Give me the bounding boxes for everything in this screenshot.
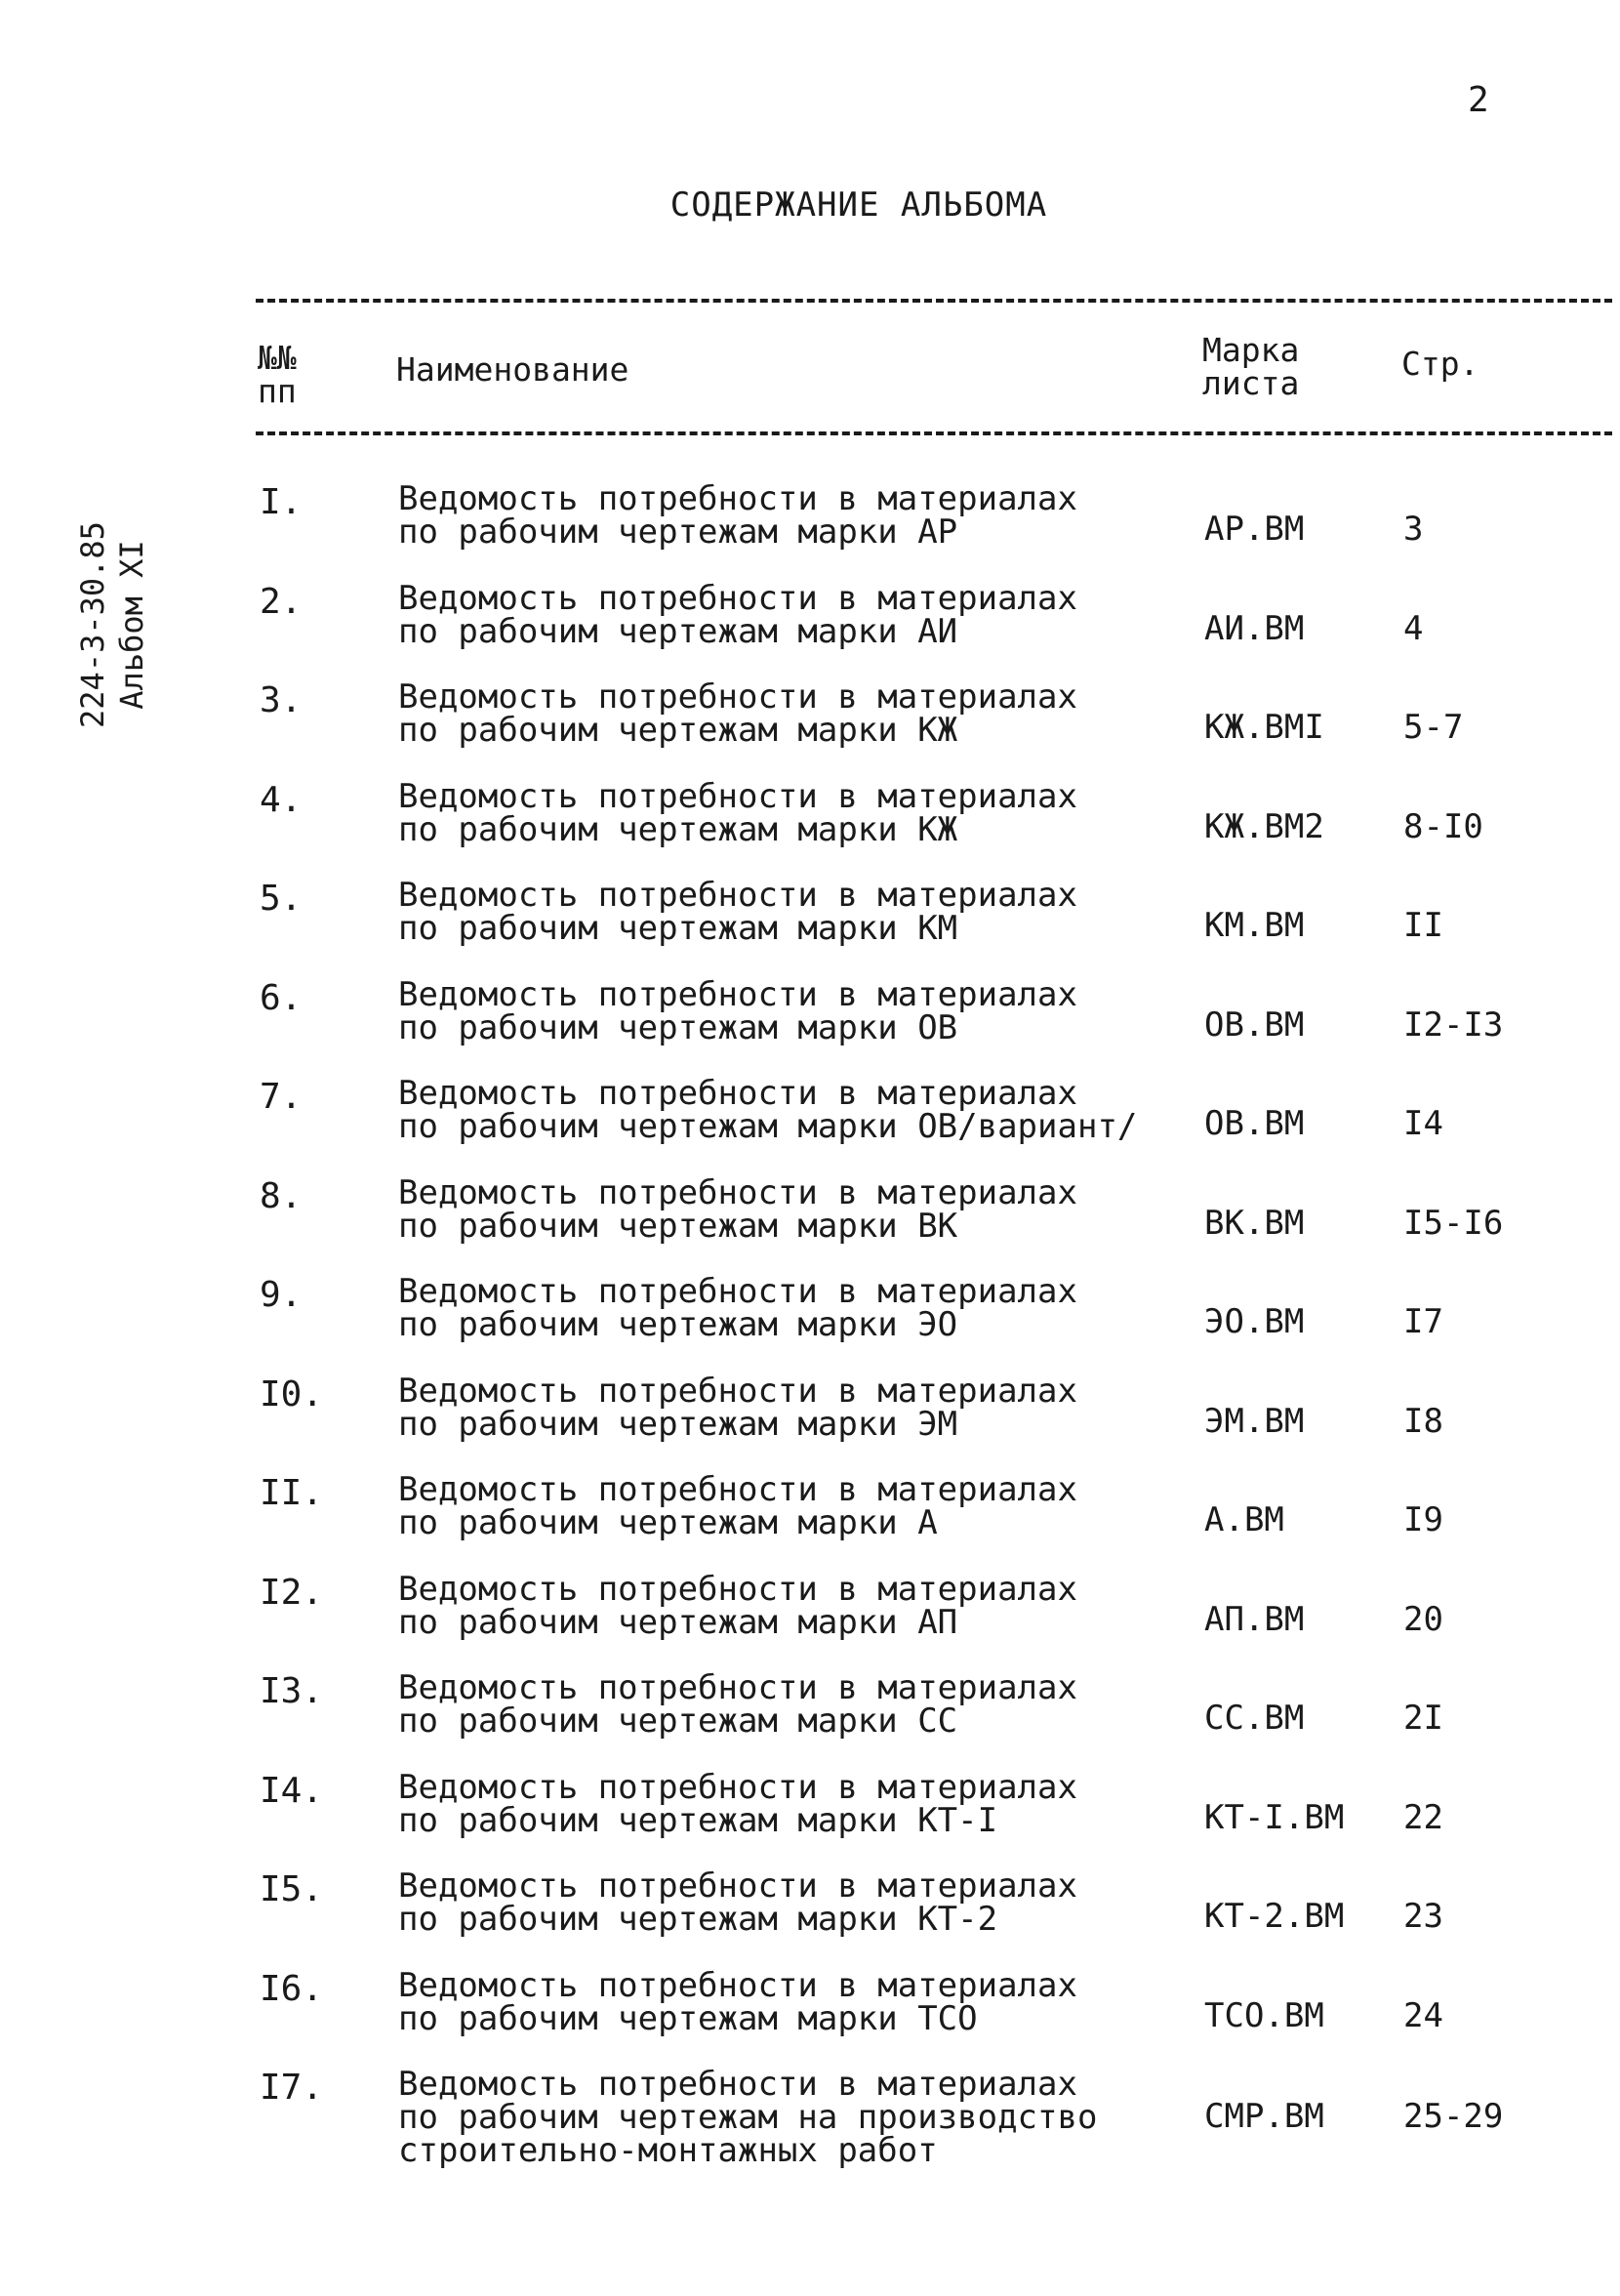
row-number: 5. [260, 879, 303, 919]
row-title-line1: Ведомость потребности в материалах [398, 1668, 1077, 1707]
row-page: 24 [1403, 1996, 1443, 2035]
row-page: I9 [1403, 1500, 1443, 1539]
row-title-line1: Ведомость потребности в материалах [398, 975, 1077, 1014]
row-number: II. [260, 1473, 324, 1513]
row-title-line2: по рабочим чертежам марки КЖ [398, 810, 958, 849]
row-sheet-mark: ОВ.ВМ [1204, 1104, 1305, 1143]
row-title-line2: по рабочим чертежам марки СС [398, 1702, 958, 1741]
row-sheet-mark: ЭО.ВМ [1204, 1302, 1305, 1341]
row-sheet-mark: КЖ.ВМ2 [1204, 807, 1324, 846]
column-header-sheet-mark: Марка листа [1202, 331, 1300, 402]
row-page: 3 [1403, 510, 1424, 549]
row-page: 2I [1403, 1699, 1443, 1738]
page-title: СОДЕРЖАНИЕ АЛЬБОМА [669, 185, 1048, 225]
row-number: I. [260, 482, 303, 522]
row-title-line2: по рабочим чертежам марки ТСО [398, 1999, 978, 2038]
row-title-line1: Ведомость потребности в материалах [398, 1470, 1077, 1509]
row-number: I5. [260, 1869, 324, 1909]
row-sheet-mark: ВК.ВМ [1204, 1204, 1305, 1243]
row-page: I4 [1403, 1104, 1443, 1143]
row-title [398, 1470, 1179, 1542]
row-title-line2: по рабочим чертежам марки КТ-2 [398, 1900, 998, 1939]
row-title-line1: Ведомость потребности в материалах [398, 1272, 1077, 1311]
row-title [398, 579, 1179, 651]
row-page: 25-29 [1403, 2097, 1504, 2136]
row-title-line1: Ведомость потребности в материалах [398, 579, 1077, 618]
column-header-page: Стр. [1401, 345, 1479, 383]
row-title-line1: Ведомость потребности в материалах [398, 876, 1077, 915]
row-title [398, 1866, 1179, 1939]
row-title-line1: Ведомость потребности в материалах [398, 677, 1077, 717]
header-top-divider [256, 299, 1612, 303]
row-title [398, 777, 1179, 849]
row-title-line2: по рабочим чертежам марки ЭМ [398, 1405, 958, 1444]
row-title-line2: по рабочим чертежам марки КТ-I [398, 1801, 998, 1840]
row-title-line1: Ведомость потребности в материалах [398, 1768, 1077, 1807]
row-title-line1: Ведомость потребности в материалах [398, 1966, 1077, 2005]
row-number: 7. [260, 1077, 303, 1117]
row-title-line2: по рабочим чертежам марки КМ [398, 909, 958, 948]
row-number: I2. [260, 1573, 324, 1613]
row-title [398, 1966, 1179, 2038]
row-title-line1: Ведомость потребности в материалах [398, 1570, 1077, 1609]
row-title-line2: по рабочим чертежам марки ОВ [398, 1008, 958, 1047]
row-title-line2: по рабочим чертежам марки АП [398, 1603, 958, 1642]
row-title-line1: Ведомость потребности в материалах [398, 777, 1077, 816]
row-title-line2: по рабочим чертежам марки КЖ [398, 711, 958, 750]
row-number: 2. [260, 582, 303, 622]
row-title-line1: Ведомость потребности в материалах [398, 1173, 1077, 1212]
row-page: I7 [1403, 1302, 1443, 1341]
row-page: 5-7 [1403, 708, 1464, 747]
row-title [398, 1570, 1179, 1642]
side-code-album: Альбом XI [113, 540, 150, 710]
row-title-line2: по рабочим чертежам на производство [398, 2098, 1098, 2137]
row-title-line2: по рабочим чертежам марки ВК [398, 1207, 958, 1246]
row-sheet-mark: АП.ВМ [1204, 1600, 1305, 1639]
row-title-line3: строительно-монтажных работ [398, 2131, 938, 2170]
row-title [398, 1272, 1179, 1344]
row-sheet-mark: КЖ.ВМI [1204, 708, 1324, 747]
side-document-code [73, 478, 161, 771]
row-title [398, 1074, 1179, 1146]
header-bottom-divider [256, 431, 1612, 435]
row-title [398, 1372, 1179, 1444]
row-number: I4. [260, 1771, 324, 1811]
row-page: 22 [1403, 1798, 1443, 1837]
row-sheet-mark: АР.ВМ [1204, 510, 1305, 549]
row-number: 6. [260, 978, 303, 1018]
row-sheet-mark: АИ.ВМ [1204, 609, 1305, 648]
row-sheet-mark: КТ-I.ВМ [1204, 1798, 1345, 1837]
row-sheet-mark: КМ.ВМ [1204, 906, 1305, 945]
row-sheet-mark: ТСО.ВМ [1204, 1996, 1324, 2035]
row-title [398, 1768, 1179, 1840]
row-sheet-mark: СС.ВМ [1204, 1699, 1305, 1738]
row-number: 8. [260, 1176, 303, 1216]
row-title [398, 2065, 1179, 2170]
row-page: I2-I3 [1403, 1005, 1504, 1045]
row-title [398, 975, 1179, 1047]
row-number: I7. [260, 2068, 324, 2108]
row-title-line2: по рабочим чертежам марки АР [398, 512, 958, 552]
row-number: I0. [260, 1374, 324, 1414]
row-title-line2: по рабочим чертежам марки ОВ/вариант/ [398, 1107, 1138, 1146]
row-title-line1: Ведомость потребности в материалах [398, 2065, 1077, 2104]
row-title-line1: Ведомость потребности в материалах [398, 479, 1077, 518]
row-title [398, 876, 1179, 948]
row-number: 4. [260, 780, 303, 820]
row-title-line2: по рабочим чертежам марки А [398, 1503, 938, 1542]
row-page: II [1403, 906, 1443, 945]
column-header-name: Наименование [396, 350, 629, 389]
row-title [398, 1173, 1179, 1246]
row-number: 3. [260, 680, 303, 720]
row-title [398, 677, 1179, 750]
row-title [398, 1668, 1179, 1741]
row-title-line2: по рабочим чертежам марки ЭО [398, 1305, 958, 1344]
row-number: 9. [260, 1275, 303, 1315]
row-page: I8 [1403, 1402, 1443, 1441]
row-number: I6. [260, 1969, 324, 2009]
row-sheet-mark: СМР.ВМ [1204, 2097, 1324, 2136]
row-sheet-mark: КТ-2.ВМ [1204, 1897, 1345, 1936]
row-title-line1: Ведомость потребности в материалах [398, 1866, 1077, 1906]
side-code-number: 224-3-30.85 [74, 521, 111, 728]
row-sheet-mark: ОВ.ВМ [1204, 1005, 1305, 1045]
row-title-line1: Ведомость потребности в материалах [398, 1074, 1077, 1113]
row-title-line1: Ведомость потребности в материалах [398, 1372, 1077, 1411]
row-number: I3. [260, 1671, 324, 1711]
row-page: 4 [1403, 609, 1424, 648]
column-header-number: №№ пп [258, 339, 297, 410]
row-page: 8-I0 [1403, 807, 1483, 846]
row-page: 23 [1403, 1897, 1443, 1936]
row-page: I5-I6 [1403, 1204, 1504, 1243]
row-page: 20 [1403, 1600, 1443, 1639]
row-sheet-mark: ЭМ.ВМ [1204, 1402, 1305, 1441]
row-title-line2: по рабочим чертежам марки АИ [398, 612, 958, 651]
row-sheet-mark: А.ВМ [1204, 1500, 1284, 1539]
row-title [398, 479, 1179, 552]
page-number: 2 [1468, 80, 1489, 120]
